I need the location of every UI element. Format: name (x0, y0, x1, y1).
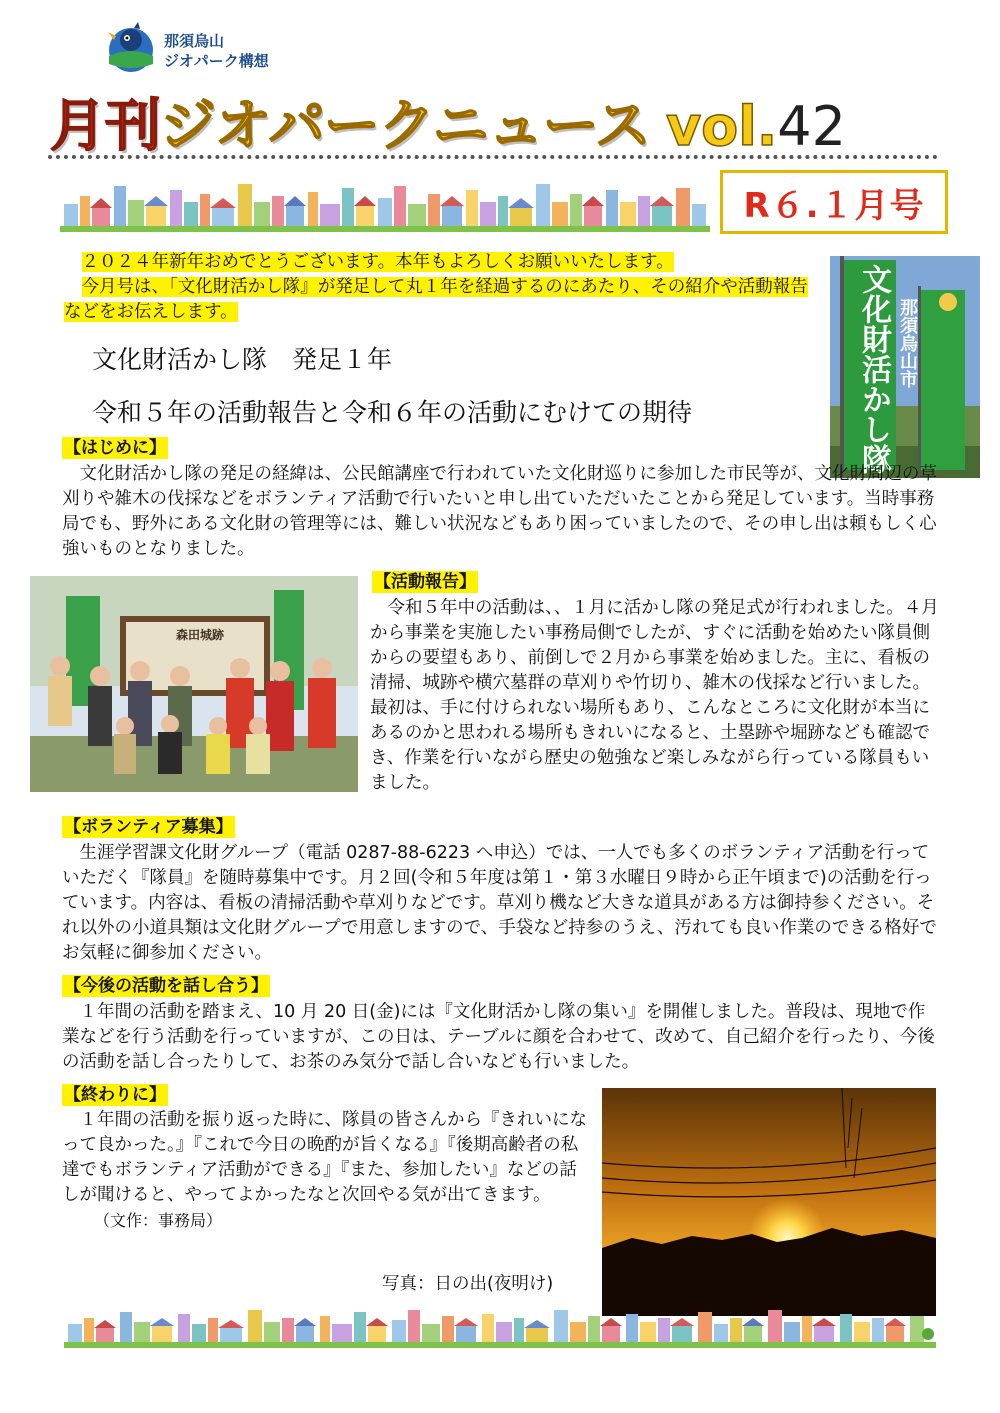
intro-line-1: ２０２４年新年おめでとうございます。本年もよろしくお願いいたします。 (81, 252, 674, 272)
subtitle-2: 令和５年の活動報告と令和６年の活動にむけての期待 (92, 398, 693, 427)
logo-line-2: ジオパーク構想 (164, 52, 269, 70)
report-paragraph: 令和５年中の活動は、、１月に活かし隊の発足式が行われました。４月から事業を実施したい事務局側でしたが、すぐに活動を始めたい隊員側からの要望もあり、前倒しで２月から事業を始めました。主に、看板の清掃、城跡や横穴墓群の草刈りや竹切り、雑木の伐採など行いました。最初は、手に付けられない場所もあり、こんなところに文化財が本当にあるのかと思われる場所もきれいになると、土塁跡や堀跡なども確認でき、作業を行いながら歴史の勉強など楽しみながら行っている隊員もいました。 (370, 598, 939, 793)
bird-mascot-icon (104, 20, 158, 74)
issue-month: R６.１月号 (743, 185, 925, 226)
title-vol-number: 42 (777, 95, 847, 158)
section-heading-volunteer: 【ボランティア募集】 (64, 817, 233, 837)
section-body-intro (62, 462, 942, 562)
issue-month-box (720, 170, 948, 234)
subtitle-1: 文化財活かし隊 発足１年 (92, 345, 393, 374)
title-vol-prefix: vol. (665, 95, 778, 158)
section-heading-future: 【今後の活動を話し合う】 (64, 976, 268, 996)
closing-paragraph: １年間の活動を振り返った時に、隊員の皆さんから『きれいになって良かった。』『これで今日の晩酌が旨くなる』『後期高齢者の私達でもボランティア活動ができる』『また、参加したい』などの話しが聞けると、やってよかったなと次回やる気が出てきます。 (62, 1110, 587, 1205)
skyline-top (60, 176, 710, 232)
photo-group-volunteers (30, 576, 358, 792)
author-credit: （文作：事務局） (94, 1211, 223, 1230)
section-body-report (370, 596, 942, 796)
section-body-future (62, 1000, 942, 1075)
volunteer-paragraph: 生涯学習課文化財グループ（電話 0287-88-6223 へ申込）では、一人でも多くのボランティア活動を行っていただく『隊員』を随時募集中です。月２回(令和５年度は第１・第３水曜日９時から正午頃まで)の活動を行っています。内容は、看板の清掃活動や草刈りなどです。草刈り機など大きな道具がある方は御持参ください。それ以外の小道具類は文化財グループで用意しますので、手袋など持参のうえ、汚れても良い作業のできる格好でお気軽に御参加ください。 (62, 843, 937, 963)
newsletter-title (50, 82, 847, 159)
section-heading-closing: 【終わりに】 (64, 1085, 166, 1105)
title-divider (48, 155, 938, 159)
logo-line-1: 那須烏山 (164, 32, 225, 50)
title-kana: ジオパークニュース (160, 94, 650, 159)
section-body-closing (62, 1108, 592, 1234)
banner-text-1: 文化財活かし隊 (856, 264, 891, 474)
photo-sunrise (602, 1088, 936, 1316)
skyline-bottom (64, 1302, 936, 1348)
future-paragraph: １年間の活動を踏まえ、10 月 20 日(金)には『文化財活かし隊の集い』を開催しました。普段は、現地で作業などを行う活動を行っていますが、この日は、テーブルに顔を合わせて、改めて、自己紹介を行ったり、今後の活動を話し合ったりして、お茶のみ気分で話し合いなども行いました。 (62, 1002, 935, 1072)
section-heading-report: 【活動報告】 (374, 572, 476, 592)
photo-caption: 写真：日の出(夜明け) (382, 1274, 554, 1294)
section-heading-intro: 【はじめに】 (64, 438, 166, 458)
geopark-logo (104, 20, 269, 74)
intro-paragraph: 文化財活かし隊の発足の経緯は、公民館講座で行われていた文化財巡りに参加した市民等が、文化財周辺の草刈りや雑木の伐採などをボランティア活動で行いたいと申し出ていただいたことから発足しています。当時事務局でも、野外にある文化財の管理等には、難しい状況などもあり困っていましたので、その申し出は頼もしく心強いものとなりました。 (62, 464, 937, 559)
intro-block (64, 250, 824, 325)
section-body-volunteer (62, 841, 942, 966)
banner-text-2: 那須烏山市 (897, 298, 918, 388)
title-main: 月刊 (50, 94, 160, 159)
sign-text: 森田城跡 (176, 628, 225, 642)
intro-line-2: 今月号は、「文化財活かし隊』が発足して丸１年を経過するのにあたり、その紹介や活動報告などをお伝えします。 (64, 277, 808, 322)
photo-banner-flags (830, 256, 980, 478)
